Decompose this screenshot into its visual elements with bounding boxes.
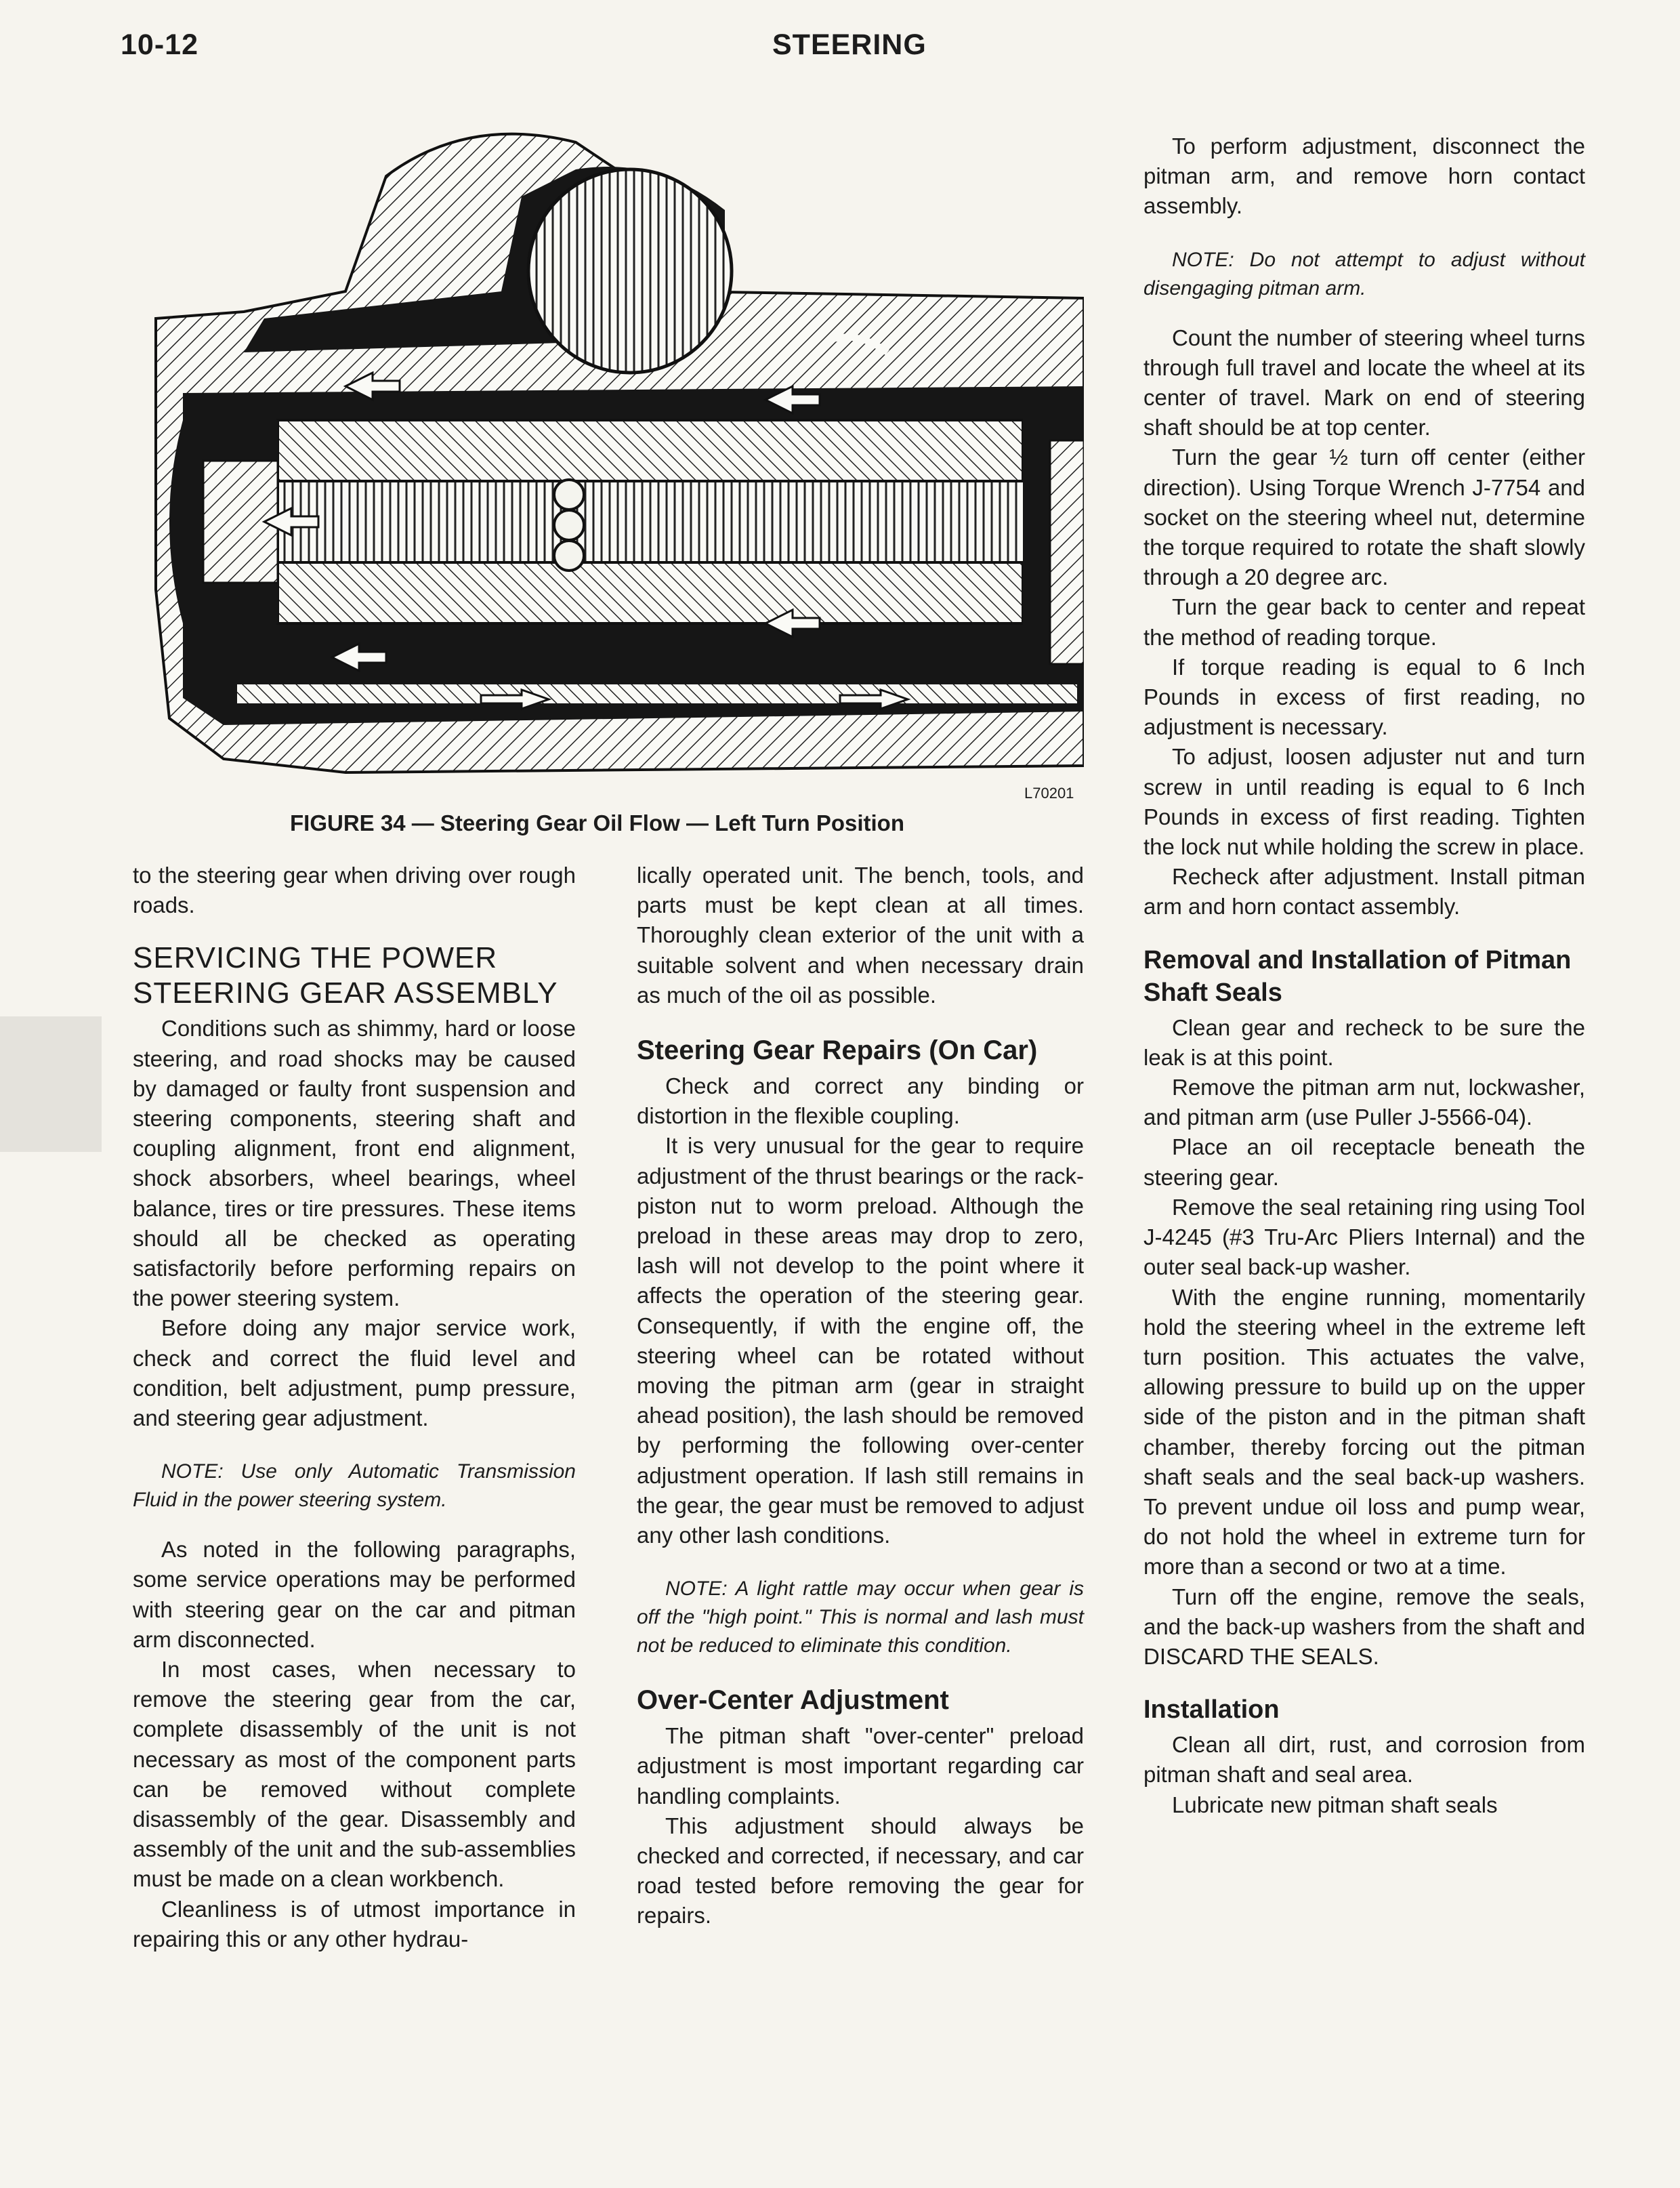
subsection-heading: Installation <box>1143 1695 1280 1725</box>
paragraph: Cleanliness is of utmost importance in repairing this or any other hydrau- <box>133 1896 576 1952</box>
paragraph: Place an oil receptacle beneath the steering gear. <box>1143 1134 1585 1190</box>
paragraph: Conditions such as shimmy, hard or loose steering, and road shocks may be caused by damaged or faulty front suspension and steering components, steering shaft and coupling alignment, front end alignment, shock absorbers, wheel bearings, wheel balance, tires or tire pressures. These items should all be checked as operating satisfactorily before performing repairs on the power steering system. <box>133 1016 576 1311</box>
paragraph: Clean gear and recheck to be sure the leak is at this point. <box>1143 1014 1585 1070</box>
subsection-heading: Over-Center Adjustment <box>637 1685 949 1716</box>
column-3 <box>1143 131 1585 1820</box>
page-number: 10-12 <box>121 28 198 61</box>
running-header: STEERING <box>772 28 927 61</box>
section-tab <box>0 1016 102 1152</box>
paragraph: Remove the pitman arm nut, lockwasher, and pitman arm (use Puller J-5566-04). <box>1143 1075 1585 1130</box>
paragraph: With the engine running, momentarily hold the steering wheel in the extreme left turn position. This actuates the valve, allowing pressure to build up on the upper side of the piston and in the pitman shaft chamber, thereby forcing out the pitman shaft seals and the seal back-up washers. To prevent undue oil loss and pump wear, do not hold the wheel in extreme turn for more than a second or two at a time. <box>1143 1284 1585 1580</box>
section-heading: SERVICING THE POWER STEERING GEAR ASSEMBLY <box>133 941 558 1010</box>
paragraph: Turn the gear ½ turn off center (either direction). Using Torque Wrench J-7754 and socket on the steering wheel nut, determine the torque required to rotate the shaft slowly through a 20 degree arc. <box>1143 445 1585 590</box>
paragraph: This adjustment should always be checked and corrected, if necessary, and car road tested before removing the gear for repairs. <box>637 1813 1084 1928</box>
paragraph: to the steering gear when driving over rough roads. <box>133 863 576 918</box>
paragraph: Check and correct any binding or distortion in the flexible coupling. <box>637 1073 1084 1129</box>
steering-gear-illustration <box>142 115 1084 806</box>
paragraph: To adjust, loosen adjuster nut and turn screw in until reading is equal to 6 Inch Pounds in excess of first reading. Tighten the lock nut while holding the screw in place. <box>1143 744 1585 860</box>
column-1 <box>133 861 576 1954</box>
steering-gear-diagram <box>142 115 1084 806</box>
note: NOTE: A light rattle may occur when gear is off the "high point." This is normal and lash must not be reduced to eliminate this condition. <box>637 1577 1084 1657</box>
paragraph: Count the number of steering wheel turns through full travel and locate the wheel at its center of travel. Mark on end of steering shaft should be at top center. <box>1143 325 1585 440</box>
subsection-heading: Steering Gear Repairs (On Car) <box>637 1035 1038 1066</box>
note: NOTE: Use only Automatic Transmission Fluid in the power steering system. <box>133 1460 576 1512</box>
paragraph: Lubricate new pitman shaft seals <box>1172 1792 1498 1817</box>
paragraph: Turn off the engine, remove the seals, and the back-up washers from the shaft and DISCARD THE SEALS. <box>1143 1584 1585 1669</box>
note: NOTE: Do not attempt to adjust without disengaging pitman arm. <box>1143 248 1585 300</box>
paragraph: lically operated unit. The bench, tools, and parts must be kept clean at all times. Thoroughly clean exterior of the unit with a suitable solvent and when necessary drain as much of the oil as possible. <box>637 863 1084 1008</box>
column-2 <box>637 861 1084 1931</box>
paragraph: As noted in the following paragraphs, some service operations may be performed with steering gear on the car and pitman arm disconnected. <box>133 1537 576 1652</box>
subsection-heading: Removal and Installation of Pitman Shaft Seals <box>1143 945 1572 1007</box>
paragraph: Turn the gear back to center and repeat the method of reading torque. <box>1143 594 1585 650</box>
paragraph: Clean all dirt, rust, and corrosion from pitman shaft and seal area. <box>1143 1732 1585 1788</box>
paragraph: In most cases, when necessary to remove the steering gear from the car, complete disassembly of the unit is not necessary as most of the component parts can be removed without complete disassembly of the gear. Disassembly and assembly of the unit and the sub-assemblies must be made on a clean workbench. <box>133 1657 576 1892</box>
paragraph: If torque reading is equal to 6 Inch Pounds in excess of first reading, no adjustment is necessary. <box>1143 654 1585 740</box>
figure-code: L70201 <box>1024 785 1074 802</box>
paragraph: It is very unusual for the gear to require adjustment of the thrust bearings or the rack-piston nut to worm preload. Although the preload in these areas may drop to zero, lash will not develop to the point where it affects the operation of the steering gear. Consequently, if with the engine off, the steering wheel can be rotated without moving the pitman arm (gear in straight ahead position), the lash should be removed by performing the following over-center adjustment operation. If lash still remains in the gear, the gear must be removed to adjust any other lash conditions. <box>637 1133 1084 1548</box>
paragraph: Recheck after adjustment. Install pitman arm and horn contact assembly. <box>1143 864 1585 920</box>
paragraph: To perform adjustment, disconnect the pitman arm, and remove horn contact assembly. <box>1143 133 1585 219</box>
paragraph: The pitman shaft "over-center" preload adjustment is most important regarding car handling complaints. <box>637 1723 1084 1809</box>
paragraph: Before doing any major service work, check and correct the fluid level and condition, belt adjustment, pump pressure, and steering gear adjustment. <box>133 1315 576 1431</box>
figure-caption: FIGURE 34 — Steering Gear Oil Flow — Left Turn Position <box>290 810 904 835</box>
paragraph: Remove the seal retaining ring using Tool J-4245 (#3 Tru-Arc Pliers Internal) and the outer seal back-up washer. <box>1143 1194 1585 1280</box>
